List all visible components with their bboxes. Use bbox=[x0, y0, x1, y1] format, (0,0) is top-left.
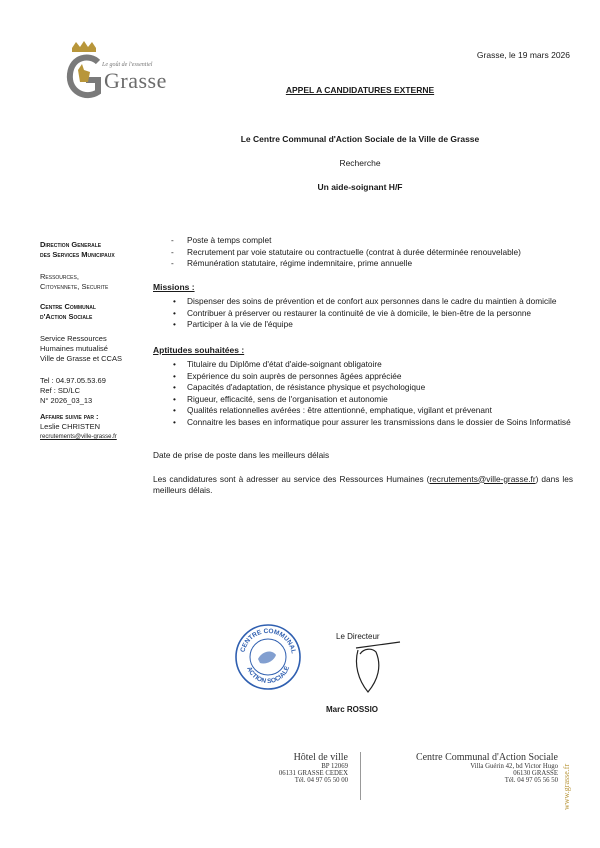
sidebar-email[interactable]: recrutements@ville-grasse.fr bbox=[40, 434, 117, 440]
page-title: APPEL A CANDIDATURES EXTERNE bbox=[285, 85, 435, 95]
recrutement-email-link[interactable]: recrutements@ville-grasse.fr bbox=[429, 473, 536, 484]
list-item: • Expérience du soin auprès de personnes âgées appréciée bbox=[153, 371, 573, 383]
list-item: • Qualités relationnelles avérées : être attentionné, emphatique, vigilant et prévenant bbox=[153, 405, 573, 417]
main-content bbox=[153, 235, 573, 497]
missions-title: Missions : bbox=[153, 281, 195, 292]
stamp-seal-icon bbox=[234, 623, 302, 691]
date-prise-poste: Date de prise de poste dans les meilleurs délais bbox=[153, 450, 330, 460]
sidebar-number: N° 2026_03_13 bbox=[40, 396, 93, 405]
letter-date: Grasse, le 19 mars 2026 bbox=[476, 50, 570, 60]
official-stamp bbox=[234, 623, 302, 691]
list-item: • Contribuer à préserver ou restaurer la continuité de vie à domicile, le bien-être de la personne bbox=[153, 308, 573, 320]
director-name: Marc ROSSIO bbox=[326, 705, 379, 714]
list-item: - Rémunération statutaire, régime indemnitaire, prime annuelle bbox=[153, 258, 573, 270]
intro-list bbox=[153, 235, 573, 270]
sidebar-direction-2: des Services Municipaux bbox=[40, 250, 115, 259]
footer-left-city: 06131 GRASSE CEDEX bbox=[278, 770, 348, 777]
handwritten-signature-icon bbox=[338, 630, 408, 698]
stamp-top-text: CENTRE COMMUNAL bbox=[239, 627, 297, 655]
grasse-logo bbox=[64, 40, 176, 106]
director-label: Le Directeur bbox=[336, 632, 380, 641]
sidebar-affaire: Affaire suivie par : bbox=[40, 412, 99, 421]
sidebar-service-1: Service Ressources bbox=[40, 334, 107, 343]
position-title: Un aide-soignant H/F bbox=[317, 182, 403, 192]
sidebar-tel: Tel : 04.97.05.53.69 bbox=[40, 376, 106, 385]
sidebar-service-2: Humaines mutualisé bbox=[40, 344, 108, 353]
list-item: • Dispenser des soins de prévention et de confort aux personnes dans le cadre du maintien à domicile bbox=[153, 296, 573, 308]
aptitudes-list bbox=[153, 359, 573, 428]
footer-divider bbox=[360, 752, 361, 800]
logo-tagline: Le goût de l'essentiel bbox=[102, 62, 153, 68]
list-item: • Participer à la vie de l'équipe bbox=[153, 319, 573, 331]
signature bbox=[338, 630, 408, 698]
sidebar-ref: Ref : SD/LC bbox=[40, 386, 81, 395]
website-vertical bbox=[560, 730, 572, 810]
footer-right-address: Villa Guérin 42, bd Victor Hugo bbox=[470, 763, 558, 770]
aptitudes-title: Aptitudes souhaitées : bbox=[153, 344, 245, 355]
sidebar-direction-1: Direction Generale bbox=[40, 240, 102, 249]
footer-right-tel: Tél. 04 97 05 56 50 bbox=[504, 777, 558, 784]
candidatures-before: Les candidatures sont à adresser au service des Ressources Humaines ( bbox=[153, 473, 430, 484]
sidebar-ressources-2: Citoyennete, Securite bbox=[40, 282, 109, 291]
sidebar-ccas-2: d'Action Sociale bbox=[40, 312, 93, 321]
list-item: • Titulaire du Diplôme d'état d'aide-soignant obligatoire bbox=[153, 359, 573, 371]
footer-left-title: Hôtel de ville bbox=[293, 752, 348, 763]
footer-hotel-de-ville bbox=[240, 752, 348, 784]
sidebar-service-3: Ville de Grasse et CCAS bbox=[40, 354, 122, 363]
stamp-bottom-text: ACTION SOCIALE bbox=[245, 665, 292, 686]
sidebar-person: Leslie CHRISTEN bbox=[40, 422, 101, 431]
sidebar bbox=[40, 240, 122, 442]
footer-left-bp: BP 12069 bbox=[321, 763, 348, 770]
recherche-label: Recherche bbox=[339, 158, 381, 168]
footer-right-title: Centre Communal d'Action Sociale bbox=[415, 752, 558, 763]
footer-left-tel: Tél. 04 97 05 50 00 bbox=[294, 777, 348, 784]
candidatures-after: ) dans les meilleurs délais. bbox=[153, 473, 573, 495]
logo-name: Grasse bbox=[104, 68, 167, 93]
list-item: - Recrutement par voie statutaire ou contractuelle (contrat à durée déterminée renouvelable) bbox=[153, 247, 573, 259]
website-text[interactable]: www.grasse.fr bbox=[562, 763, 571, 810]
sidebar-ressources-1: Ressources, bbox=[40, 272, 79, 281]
organization-name: Le Centre Communal d'Action Sociale de la Ville de Grasse bbox=[240, 134, 480, 144]
list-item: • Capacités d'adaptation, de résistance physique et psychologique bbox=[153, 382, 573, 394]
footer-right-city: 06130 GRASSE bbox=[513, 770, 558, 777]
footer-ccas bbox=[368, 752, 558, 784]
list-item: • Rigueur, efficacité, sens de l'organisation et autonomie bbox=[153, 394, 573, 406]
candidatures-text bbox=[153, 474, 573, 497]
list-item: - Poste à temps complet bbox=[153, 235, 573, 247]
missions-list bbox=[153, 296, 573, 331]
list-item: • Connaitre les bases en informatique pour assurer les transmissions dans le dossier de Soins Informatisé bbox=[153, 417, 573, 429]
sidebar-ccas-1: Centre Communal bbox=[40, 302, 96, 311]
